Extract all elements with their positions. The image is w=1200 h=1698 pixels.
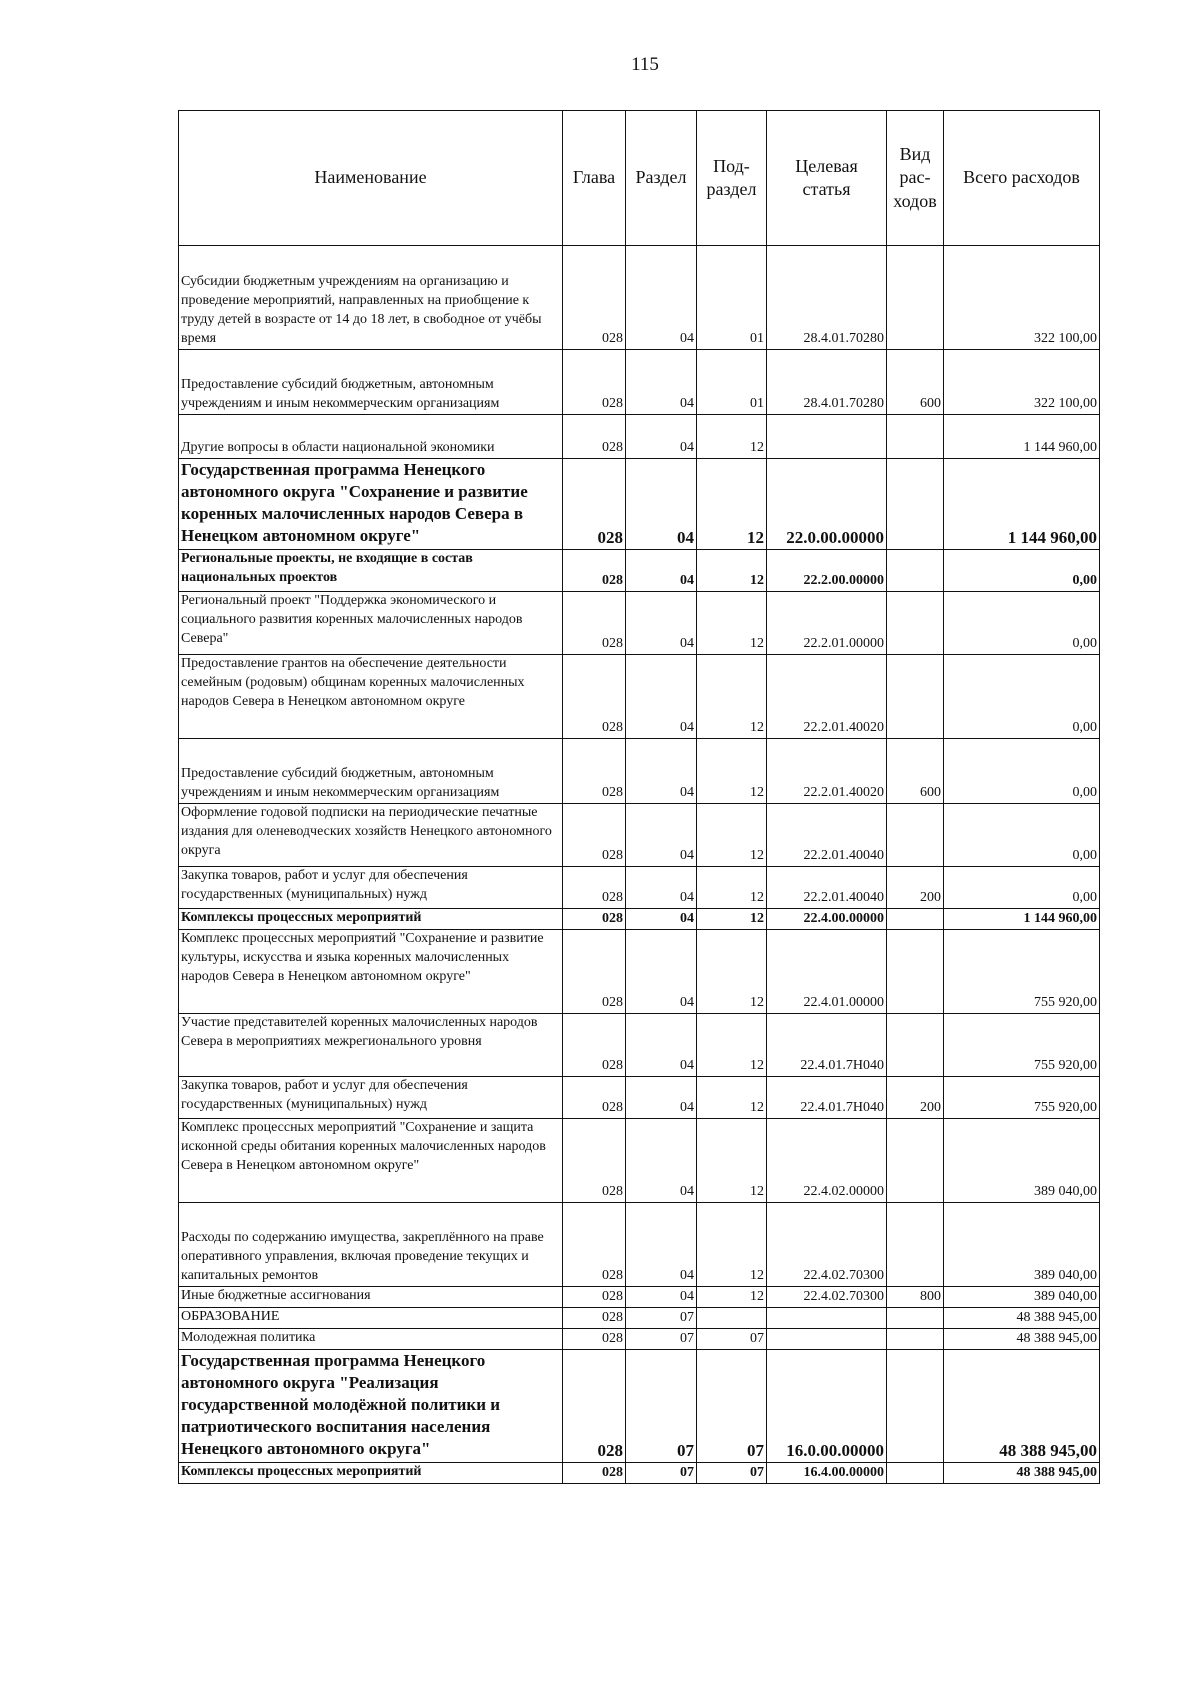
row-name: Государственная программа Ненецкого автономного округа "Реализация государственной молодёжной политики и патриотического воспитания населения Ненецкого автономного округа"	[179, 1350, 563, 1463]
row-section: 04	[626, 1203, 697, 1287]
row-target: 22.2.01.40020	[767, 655, 887, 739]
row-total: 0,00	[944, 550, 1100, 592]
row-kind	[887, 1203, 944, 1287]
row-kind: 600	[887, 739, 944, 804]
table-row	[179, 1463, 1100, 1484]
row-subsection: 01	[697, 246, 767, 350]
table-row	[179, 1329, 1100, 1350]
table-row	[179, 804, 1100, 867]
table-row	[179, 350, 1100, 415]
table-row	[179, 909, 1100, 930]
header-chapter: Глава	[563, 111, 626, 246]
row-section: 04	[626, 1077, 697, 1119]
row-subsection: 12	[697, 550, 767, 592]
row-target: 22.4.02.00000	[767, 1119, 887, 1203]
row-target: 22.2.01.40040	[767, 867, 887, 909]
row-chapter: 028	[563, 1329, 626, 1350]
table-row	[179, 1077, 1100, 1119]
row-total: 48 388 945,00	[944, 1463, 1100, 1484]
row-kind	[887, 1119, 944, 1203]
header-kind: Вид рас-ходов	[887, 111, 944, 246]
row-total: 0,00	[944, 804, 1100, 867]
row-chapter: 028	[563, 1203, 626, 1287]
row-total: 0,00	[944, 867, 1100, 909]
row-chapter: 028	[563, 909, 626, 930]
row-section: 04	[626, 1119, 697, 1203]
row-chapter: 028	[563, 1350, 626, 1463]
row-section: 04	[626, 739, 697, 804]
row-kind	[887, 1350, 944, 1463]
budget-table	[178, 110, 1100, 1484]
row-total: 48 388 945,00	[944, 1329, 1100, 1350]
table-row	[179, 550, 1100, 592]
row-name: Оформление годовой подписки на периодические печатные издания для оленеводческих хозяйств Ненецкого автономного округа	[179, 804, 563, 867]
row-section: 04	[626, 909, 697, 930]
row-total: 0,00	[944, 655, 1100, 739]
header-name: Наименование	[179, 111, 563, 246]
row-name: Комплексы процессных мероприятий	[179, 1463, 563, 1484]
row-name: Комплекс процессных мероприятий "Сохранение и защита исконной среды обитания коренных малочисленных народов Севера в Ненецком автономном округе"	[179, 1119, 563, 1203]
row-target: 22.2.01.00000	[767, 592, 887, 655]
table-header-row	[179, 111, 1100, 246]
row-target: 28.4.01.70280	[767, 246, 887, 350]
row-kind	[887, 592, 944, 655]
row-subsection: 12	[697, 1203, 767, 1287]
row-section: 07	[626, 1329, 697, 1350]
row-kind	[887, 1329, 944, 1350]
row-total: 322 100,00	[944, 246, 1100, 350]
row-chapter: 028	[563, 1077, 626, 1119]
row-subsection: 12	[697, 655, 767, 739]
row-kind	[887, 550, 944, 592]
row-chapter: 028	[563, 1287, 626, 1308]
row-subsection: 12	[697, 459, 767, 550]
row-chapter: 028	[563, 1119, 626, 1203]
row-chapter: 028	[563, 350, 626, 415]
row-kind	[887, 655, 944, 739]
row-total: 1 144 960,00	[944, 415, 1100, 459]
header-total: Всего расходов	[944, 111, 1100, 246]
row-section: 04	[626, 1014, 697, 1077]
row-name: Предоставление субсидий бюджетным, автономным учреждениям и иным некоммерческим организациям	[179, 350, 563, 415]
row-section: 07	[626, 1308, 697, 1329]
row-chapter: 028	[563, 1308, 626, 1329]
row-name: Комплекс процессных мероприятий "Сохранение и развитие культуры, искусства и языка коренных малочисленных народов Севера в Ненецком автономном округе"	[179, 930, 563, 1014]
table-row	[179, 867, 1100, 909]
row-subsection	[697, 1308, 767, 1329]
row-section: 04	[626, 550, 697, 592]
row-kind	[887, 459, 944, 550]
row-subsection: 12	[697, 930, 767, 1014]
row-target: 22.4.01.00000	[767, 930, 887, 1014]
header-target: Целевая статья	[767, 111, 887, 246]
row-chapter: 028	[563, 1014, 626, 1077]
row-kind: 200	[887, 867, 944, 909]
row-subsection: 12	[697, 739, 767, 804]
row-name: Другие вопросы в области национальной экономики	[179, 415, 563, 459]
row-section: 04	[626, 867, 697, 909]
row-section: 04	[626, 350, 697, 415]
row-section: 04	[626, 930, 697, 1014]
row-kind	[887, 1308, 944, 1329]
row-section: 04	[626, 592, 697, 655]
row-chapter: 028	[563, 550, 626, 592]
row-subsection: 12	[697, 1119, 767, 1203]
row-subsection: 12	[697, 804, 767, 867]
row-chapter: 028	[563, 459, 626, 550]
row-subsection: 12	[697, 1077, 767, 1119]
row-kind: 600	[887, 350, 944, 415]
row-total: 48 388 945,00	[944, 1350, 1100, 1463]
table-row	[179, 1203, 1100, 1287]
row-target: 22.4.00.00000	[767, 909, 887, 930]
row-kind	[887, 1014, 944, 1077]
row-target	[767, 1308, 887, 1329]
row-section: 04	[626, 804, 697, 867]
row-name: Предоставление субсидий бюджетным, автономным учреждениям и иным некоммерческим организациям	[179, 739, 563, 804]
row-section: 07	[626, 1350, 697, 1463]
table-row	[179, 1119, 1100, 1203]
row-subsection: 12	[697, 867, 767, 909]
table-row	[179, 1308, 1100, 1329]
table-row	[179, 459, 1100, 550]
table-row	[179, 1287, 1100, 1308]
row-name: Региональные проекты, не входящие в состав национальных проектов	[179, 550, 563, 592]
row-total: 755 920,00	[944, 930, 1100, 1014]
row-total: 0,00	[944, 592, 1100, 655]
row-name: Государственная программа Ненецкого автономного округа "Сохранение и развитие коренных малочисленных народов Севера в Ненецком автономном округе"	[179, 459, 563, 550]
row-total: 389 040,00	[944, 1287, 1100, 1308]
row-subsection: 07	[697, 1463, 767, 1484]
row-target: 22.2.00.00000	[767, 550, 887, 592]
row-total: 389 040,00	[944, 1119, 1100, 1203]
row-target: 22.4.02.70300	[767, 1287, 887, 1308]
row-name: Субсидии бюджетным учреждениям на организацию и проведение мероприятий, направленных на приобщение к труду детей в возрасте от 14 до 18 лет, в свободное от учёбы время	[179, 246, 563, 350]
page-number: 115	[631, 54, 659, 75]
row-subsection: 07	[697, 1350, 767, 1463]
header-subsection: Под-раздел	[697, 111, 767, 246]
row-section: 04	[626, 459, 697, 550]
row-total: 322 100,00	[944, 350, 1100, 415]
row-target: 22.0.00.00000	[767, 459, 887, 550]
row-target	[767, 1329, 887, 1350]
row-target: 22.2.01.40040	[767, 804, 887, 867]
row-kind: 200	[887, 1077, 944, 1119]
header-section: Раздел	[626, 111, 697, 246]
row-subsection: 12	[697, 1014, 767, 1077]
row-name: Иные бюджетные ассигнования	[179, 1287, 563, 1308]
row-kind	[887, 246, 944, 350]
row-name: Молодежная политика	[179, 1329, 563, 1350]
row-name: Закупка товаров, работ и услуг для обеспечения государственных (муниципальных) нужд	[179, 867, 563, 909]
row-subsection: 12	[697, 415, 767, 459]
row-name: Участие представителей коренных малочисленных народов Севера в мероприятиях межрегионального уровня	[179, 1014, 563, 1077]
table-row	[179, 415, 1100, 459]
row-name: Расходы по содержанию имущества, закреплённого на праве оперативного управления, включая проведение текущих и капитальных ремонтов	[179, 1203, 563, 1287]
row-name: Предоставление грантов на обеспечение деятельности семейным (родовым) общинам коренных малочисленных народов Севера в Ненецком автономном округе	[179, 655, 563, 739]
row-target: 16.4.00.00000	[767, 1463, 887, 1484]
table-row	[179, 246, 1100, 350]
row-section: 04	[626, 415, 697, 459]
table-row	[179, 930, 1100, 1014]
row-chapter: 028	[563, 804, 626, 867]
row-subsection: 12	[697, 1287, 767, 1308]
row-kind	[887, 804, 944, 867]
row-chapter: 028	[563, 655, 626, 739]
row-target: 28.4.01.70280	[767, 350, 887, 415]
row-chapter: 028	[563, 1463, 626, 1484]
row-total: 755 920,00	[944, 1014, 1100, 1077]
row-subsection: 12	[697, 592, 767, 655]
row-subsection: 12	[697, 909, 767, 930]
row-total: 48 388 945,00	[944, 1308, 1100, 1329]
row-total: 0,00	[944, 739, 1100, 804]
table-row	[179, 739, 1100, 804]
row-kind	[887, 1463, 944, 1484]
table-row	[179, 592, 1100, 655]
row-name: Региональный проект "Поддержка экономического и социального развития коренных малочисленных народов Севера"	[179, 592, 563, 655]
row-section: 04	[626, 655, 697, 739]
row-total: 1 144 960,00	[944, 459, 1100, 550]
row-section: 04	[626, 246, 697, 350]
row-total: 389 040,00	[944, 1203, 1100, 1287]
row-section: 07	[626, 1463, 697, 1484]
row-subsection: 01	[697, 350, 767, 415]
row-chapter: 028	[563, 930, 626, 1014]
row-chapter: 028	[563, 739, 626, 804]
row-target: 22.4.02.70300	[767, 1203, 887, 1287]
row-section: 04	[626, 1287, 697, 1308]
row-chapter: 028	[563, 867, 626, 909]
row-target: 22.4.01.7Н040	[767, 1014, 887, 1077]
row-total: 1 144 960,00	[944, 909, 1100, 930]
row-chapter: 028	[563, 246, 626, 350]
row-chapter: 028	[563, 415, 626, 459]
row-name: Закупка товаров, работ и услуг для обеспечения государственных (муниципальных) нужд	[179, 1077, 563, 1119]
row-name: ОБРАЗОВАНИЕ	[179, 1308, 563, 1329]
row-target: 22.4.01.7Н040	[767, 1077, 887, 1119]
row-kind: 800	[887, 1287, 944, 1308]
row-chapter: 028	[563, 592, 626, 655]
row-kind	[887, 909, 944, 930]
table-row	[179, 655, 1100, 739]
table-row	[179, 1350, 1100, 1463]
row-kind	[887, 415, 944, 459]
table-row	[179, 1014, 1100, 1077]
row-total: 755 920,00	[944, 1077, 1100, 1119]
row-kind	[887, 930, 944, 1014]
row-target: 22.2.01.40020	[767, 739, 887, 804]
row-name: Комплексы процессных мероприятий	[179, 909, 563, 930]
row-target: 16.0.00.00000	[767, 1350, 887, 1463]
row-target	[767, 415, 887, 459]
row-subsection: 07	[697, 1329, 767, 1350]
